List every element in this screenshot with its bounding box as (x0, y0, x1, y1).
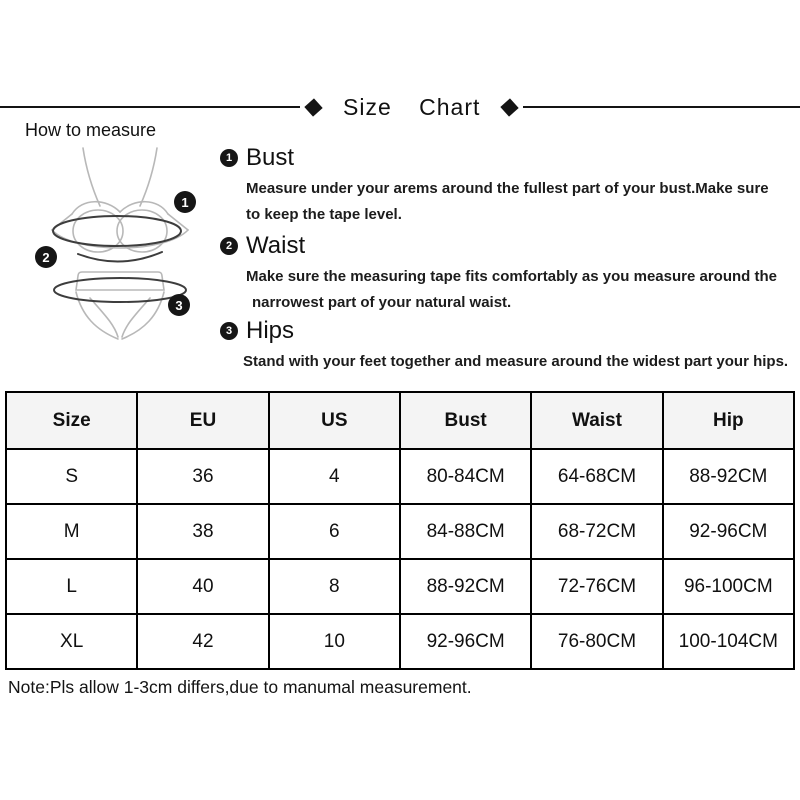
cell-hip: 92-96CM (663, 504, 794, 559)
number-3-badge-icon: 3 (220, 322, 238, 340)
page-title: Size Chart (343, 93, 481, 120)
description-line: to keep the tape level. (246, 206, 402, 223)
measure-point-3-badge: 3 (168, 294, 190, 316)
title-divider-line-right (523, 106, 800, 108)
diamond-icon (304, 98, 322, 116)
measurement-note: Note:Pls allow 1-3cm differs,due to manumal measurement. (8, 677, 472, 697)
cell-us: 6 (269, 504, 400, 559)
bikini-measurement-illustration (30, 146, 210, 341)
size-table (5, 391, 795, 670)
column-header-us: US (269, 392, 400, 449)
cell-us: 10 (269, 614, 400, 669)
cell-eu: 36 (137, 449, 268, 504)
title-row (0, 92, 800, 122)
section-hips-description (243, 349, 792, 375)
cell-waist: 72-76CM (531, 559, 662, 614)
how-to-measure-label: How to measure (25, 120, 157, 140)
number-1-badge-icon: 1 (220, 149, 238, 167)
cell-eu: 38 (137, 504, 268, 559)
column-header-eu: EU (137, 392, 268, 449)
section-bust-header (220, 144, 792, 172)
section-bust (220, 144, 792, 228)
cell-bust: 92-96CM (400, 614, 531, 669)
title-divider-line-left (0, 106, 300, 108)
cell-hip: 100-104CM (663, 614, 794, 669)
section-hips-header (220, 317, 792, 345)
cell-size: XL (6, 614, 137, 669)
section-waist-header (220, 232, 792, 260)
cell-eu: 42 (137, 614, 268, 669)
section-hips (220, 317, 792, 375)
number-2-badge-icon: 2 (220, 237, 238, 255)
cell-bust: 84-88CM (400, 504, 531, 559)
column-header-waist: Waist (531, 392, 662, 449)
measure-point-1-badge: 1 (174, 191, 196, 213)
section-waist-title: Waist (246, 232, 306, 259)
column-header-bust: Bust (400, 392, 531, 449)
table-row-l (6, 559, 794, 614)
cell-bust: 88-92CM (400, 559, 531, 614)
table-row-m (6, 504, 794, 559)
description-line: Measure under your arems around the fullest part of your bust.Make sure (246, 180, 769, 197)
cell-hip: 96-100CM (663, 559, 794, 614)
section-waist (220, 232, 792, 316)
section-waist-description (246, 264, 792, 316)
cell-size: M (6, 504, 137, 559)
cell-hip: 88-92CM (663, 449, 794, 504)
cell-size: S (6, 449, 137, 504)
cell-waist: 68-72CM (531, 504, 662, 559)
column-header-size: Size (6, 392, 137, 449)
cell-eu: 40 (137, 559, 268, 614)
description-line: narrowest part of your natural waist. (252, 294, 512, 311)
description-line: Make sure the measuring tape fits comfortably as you measure around the (246, 268, 777, 285)
section-bust-title: Bust (246, 144, 295, 171)
cell-bust: 80-84CM (400, 449, 531, 504)
section-hips-title: Hips (246, 317, 295, 344)
cell-waist: 64-68CM (531, 449, 662, 504)
table-row-xl (6, 614, 794, 669)
column-header-hip: Hip (663, 392, 794, 449)
cell-us: 8 (269, 559, 400, 614)
section-bust-description (246, 176, 792, 228)
measure-point-2-badge: 2 (35, 246, 57, 268)
size-table-header-row (6, 392, 794, 449)
cell-us: 4 (269, 449, 400, 504)
cell-waist: 76-80CM (531, 614, 662, 669)
cell-size: L (6, 559, 137, 614)
diamond-icon (501, 98, 519, 116)
table-row-s (6, 449, 794, 504)
description-line: Stand with your feet together and measure around the widest part your hips. (243, 353, 789, 370)
